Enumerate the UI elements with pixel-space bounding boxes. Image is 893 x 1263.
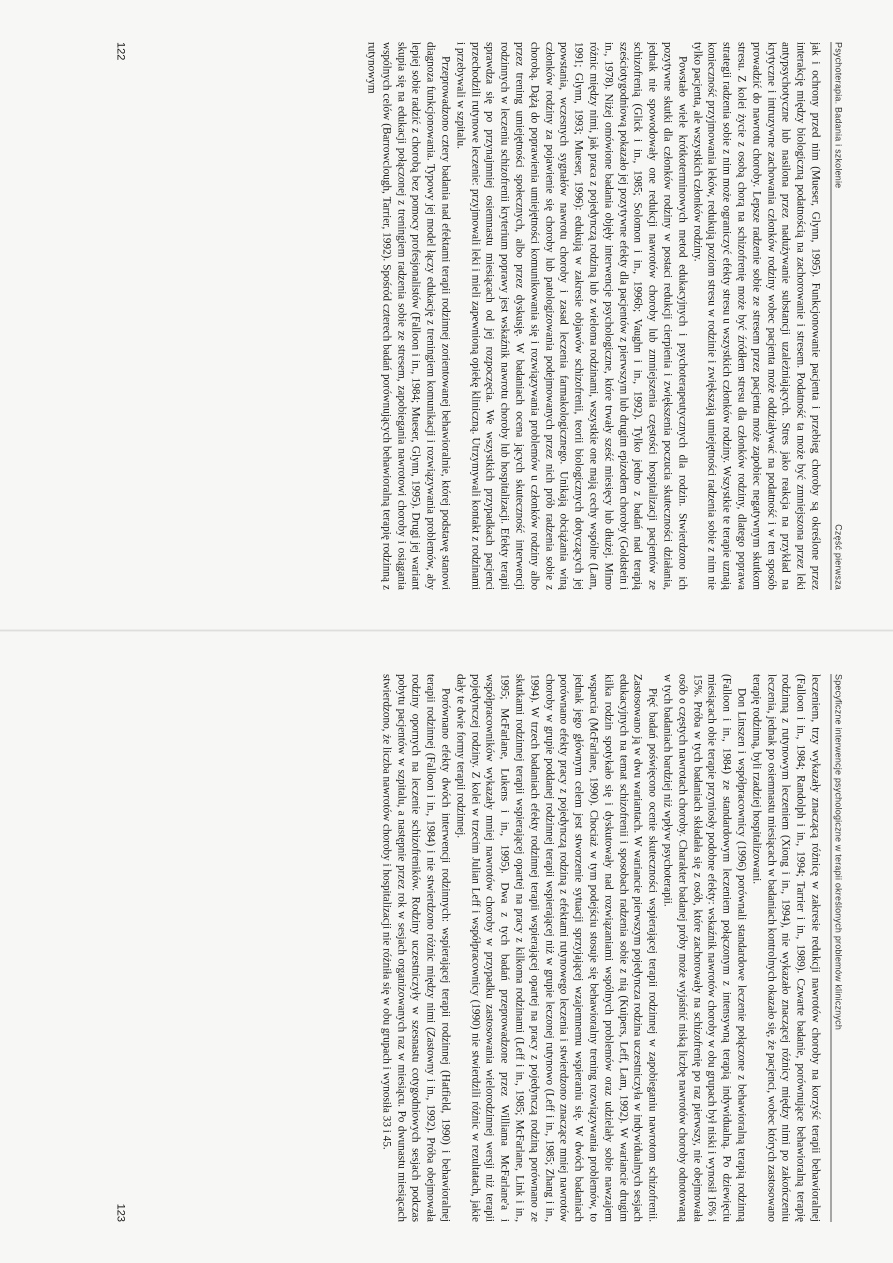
- paragraph: leczeniem, trzy wykazały znaczącą różnicę w zakresie redukcji nawrotów choroby na korzyść terapii behawioralnej (Falloon i in., 1984; Randolph i in., 1994; Tarrier i in., 1989). Czwarte badanie, porównujące behawioralną terapię rodzinną z rutynowym leczeniem (Xiong i in., 1994), nie wykazało znaczącej różnicy między nimi po zakończeniu leczenia, jednak po osiemnastu miesiącach w badaniach kontrolnych okazało się, że pacjenci, wobec których zastosowano terapię rodzinną, byli rzadziej hospitalizowani.: [749, 673, 821, 1222]
- header-book-title: Psychoterapia. Badania i szkolenie: [833, 41, 843, 188]
- page-number: 122: [114, 41, 126, 60]
- header-chapter-title: Specyficzne interwencje psychologiczne w terapii określonych problemów klinicznych: [833, 673, 843, 1030]
- header-part-title: Część pierwsza: [833, 523, 843, 590]
- paragraph: Porównano efekty dwóch interwencji rodzinnych: wspierającej terapii rodzinnej (Hatfield, 1990) i behawioralnej terapii rodzinnej (Falloon i in., 1984) i nie stwierdzono różnic między nimi (Zastowny i in., 1992). Próba obejmowała rodziny opornych na leczenie schizofreników. Rodziny uczestniczyły w szesnastu cotygodniowych sesjach podczas pobytu pacjentów w szpitalu, a następnie przez rok w sesjach organizowanych raz w miesiącu. Po dwunastu miesiącach stwierdzono, że liczba nawrotów choroby i hospitalizacji nie różniła się w obu grupach i wynosiła 33 i 45.: [379, 673, 452, 1222]
- paragraph: Powstało wiele krótkoterminowych metod edukacyjnych i psychoterapeutycznych dla rodzin. Stwierdzono ich pozytywne skutki dla członków rodziny w postaci redukcji cierpienia i zwiększenia poczucia skuteczności działania, jednak nie spowodowały one redukcji nawrotów choroby lub zmniejszenia częstości hospitalizacji pacjentów ze schizofrenią (Glick i in., 1985; Solomon i in., 1996b; Vaughn i in., 1992). Tylko jedno z badań nad terapią sześciotygodniową pokazało jej pozytywne efekty dla pacjentów z pierwszym lub drugim epizodem choroby (Goldstein i in., 1978). Niżej omówione badania objęły interwencje psychologiczne, które trwały sześć miesięcy lub dłużej. Mimo różnic między nimi, jak praca z pojedynczą rodziną lub z wieloma rodzinami, wszystkie one mają cechy wspólne (Lam, 1991; Glynn, 1993; Mueser, 1996): edukują w zakresie objawów schizofrenii, teorii biologicznych dotyczących jej powstania, wczesnych sygnałów nawrotu choroby i zasad leczenia farmakologicznego. Unikają obciążania winą członków rodziny za pojawienie się choroby lub patologizowania podejmowanych przez nich prób radzenia sobie z chorobą. Dążą do poprawienia umiejętności komunikowania się i rozwiązywania problemów u członków rodziny albo przez trening umiejętności społecznych, albo przez dyskusję. W badaniach ocena jących skuteczność interwencji rodzinnych w leczeniu schizofrenii kryterium poprawy jest wskaźnik nawrotu choroby lub hospitalizacji. Efekty terapii sprawdza się po przynajmniej osiemnastu miesiącach od jej rozpoczęcia. We wszystkich przypadkach pacjenci przechodzili rutynowe leczenie: przyjmowali leki i mieli zapewnioną opiekę kliniczną. Utrzymywali kontakt z rodzinami i przebywali w szpitalu.: [453, 41, 688, 590]
- paragraph: Pięć badań poświęcono ocenie skuteczności wspierającej terapii rodzinnej w zapobieganiu nawrotom schizofrenii. Zastosowano ją w dwu wariantach. W wariancie pierwszym pojedyncza rodzina uczestniczyła w indywidualnych sesjach edukacyjnych na temat schizofrenii i sposobach radzenia sobie z nią (Kuipers, Leff, Lam, 1992). W wariancie drugim kilka rodzin spotykało się i dyskutowały nad rozwiązaniami wspólnych problemów oraz udzielały sobie nawzajem wsparcia (McFarlane, 1990). Chociaż w tym podejściu stosuje się behawioralny trening rozwiązywania problemów, to jednak jego głównym celem jest stworzenie sytuacji sprzyjającej wzajemnemu wspieraniu się. W dwóch badaniach porównano efekty pracy z pojedynczą rodziną z efektami rutynowego leczenia i stwierdzono znaczące mniej nawrotów choroby w grupie poddanej rodzinnej terapii wspierającej niż w grupie leczonej rutynowo (Leff i in., 1985; Zhang i in., 1994). W trzech badaniach efekty rodzinnej terapii wspierającej opartej na pracy z pojedynczą rodziną porównano ze skutkami rodzinnej terapii wspierającej opartej na pracy z kilkoma rodzinami (Leff i in., 1985; McFarlane, Link i in., 1995; McFarlane, Lukens i in., 1995). Dwa z tych badań przeprowadzone przez Williama McFarlane'a i współpracowników wykazały mniej nawrotów choroby w przypadku zastosowania wielorodzinnej wersji niż terapii pojedynczej rodziny. Z kolei w trzecim Julian Leff i współpracownicy (1990) nie stwierdzili różnic w rezultatach, jakie dały te dwie formy terapii rodzinnej.: [453, 673, 659, 1222]
- running-header: [830, 674, 843, 1222]
- paragraph: Przeprowadzono cztery badania nad efektami terapii rodzinnej zorientowanej behawioralnie, której podstawę stanowi diagnoza funkcjonowania. Typowy jej model łączy edukację z treningiem komunikacji i rozwiązywania problemów, aby lepiej sobie radzić z chorobą bez pomocy profesjonalistów (Falloon i in., 1984; Mueser, Glynn, 1995). Drugi jej wariant skupia się na edukacji połączonej z treningiem radzenia sobie ze stresem, zapobiegania nawrotowi choroby i osiągania wspólnych celów (Barrowclough, Tarrier, 1992). Spośród czterech badań porównujących behawioralną terapię rodzinną z rutynowym: [365, 41, 452, 590]
- left-page: [0, 0, 893, 631]
- right-page: [0, 632, 893, 1263]
- body-text: [132, 674, 822, 1222]
- paragraph: Don Linszen i współpracownicy (1996) porównali standardowe leczenie połączone z behawioralną terapią rodzinną (Falloon i in., 1984) ze standardowym leczeniem połączonym z intensywną terapią indywidualną. Po dziewięciu miesiącach obie terapie przyniosły podobne efekty: wskaźnik nawrotów choroby w obu grupach był niski i wynosił 16% i 15%. Próba w tych badaniach składała się z osób, które zachorowały na schizofrenię po raz pierwszy, nie obejmowała osób o częstych nawrotach choroby. Charakter badanej próby może wyjaśnić niską liczbę nawrotów choroby odnotowaną w tych badaniach bardziej niż wpływ psychoterapii.: [661, 673, 748, 1222]
- paragraph: jak i ochrony przed nim (Mueser, Glynn, 1995). Funkcjonowanie pacjenta i przebieg choroby są określone przez interakcję między biologiczną podatnością na zachorowanie i stresem. Podatność ta może być zmniejszona przez leki antypsychotyczne lub nasilona przez nadużywanie substancji uzależniających. Stres jako reakcja na przykład na krytyczne i intruzywne zachowania członków rodziny wobec pacjenta może oddziaływać na podatność i w ten sposób prowadzić do nawrotu choroby. Lepsze radzenie sobie ze stresem przez pacjenta może zapobiec negatywnym skutkom stresu. Z kolei życie z osobą chorą na schizofrenię może być źródłem stresu dla członków rodziny, dlatego poprawa strategii radzenia sobie z nim może ograniczyć efekty stresu u wszystkich członków rodziny. Wszystkie te terapie uznają konieczność przyjmowania leków, redukują poziom stresu w rodzinie i zwiększają umiejętności radzenia sobie z nim nie tylko pacjenta, ale wszystkich członków rodziny.: [690, 41, 821, 590]
- page-number: 123: [114, 1203, 126, 1222]
- body-text: [132, 42, 822, 590]
- right-page-rotated-content: [50, 668, 843, 1228]
- running-header: [830, 42, 843, 590]
- left-page-rotated-content: [50, 36, 843, 596]
